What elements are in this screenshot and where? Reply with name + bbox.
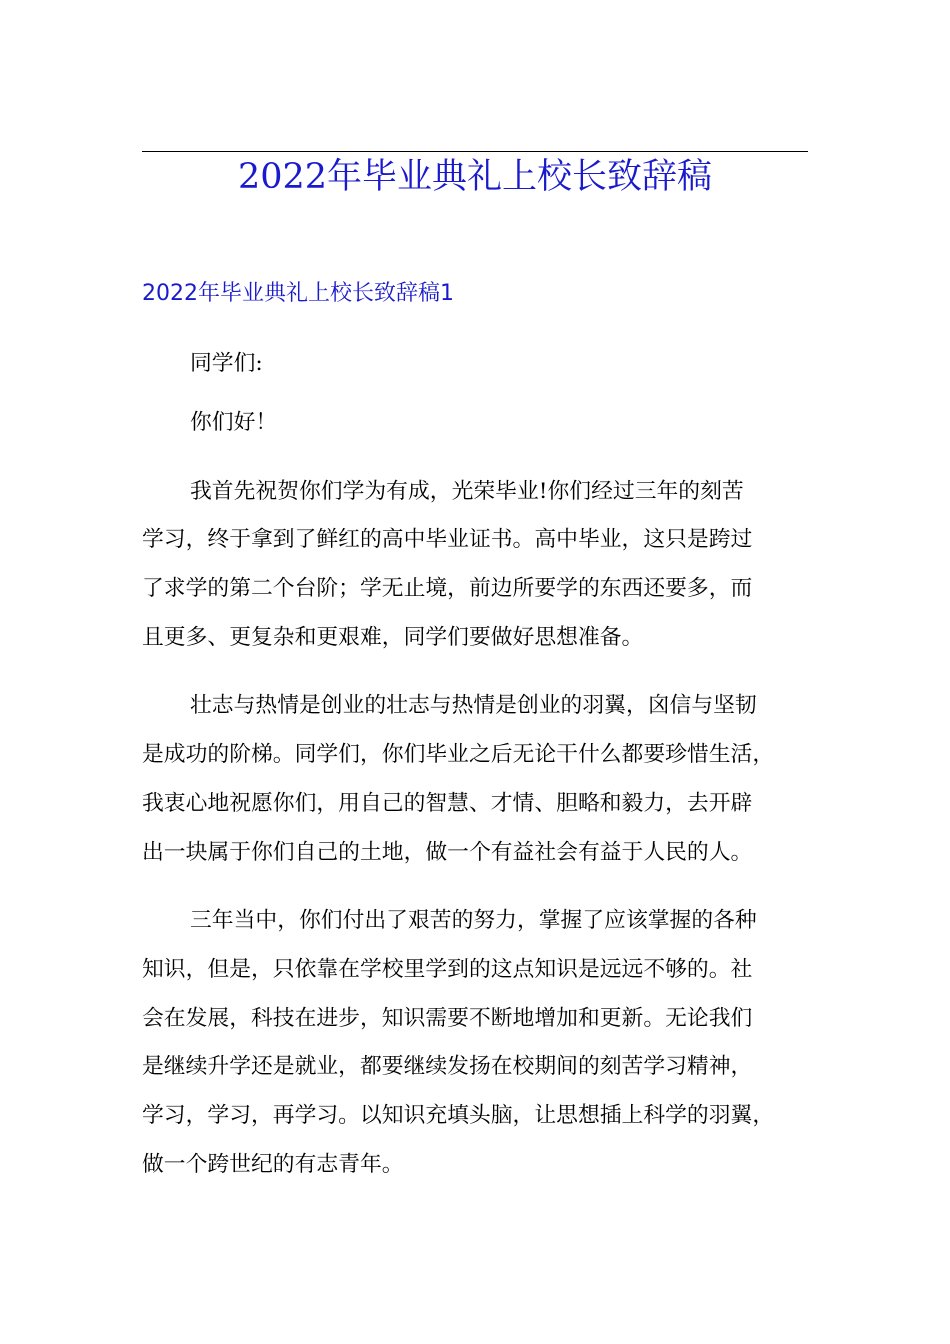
greeting-line: 同学们: (190, 351, 263, 376)
paragraph-line: 我首先祝贺你们学为有成，光荣毕业!你们经过三年的刻苦 (190, 479, 744, 504)
paragraph-line: 学习，学习，再学习。以知识充填头脑，让思想插上科学的羽翼， (142, 1103, 775, 1128)
paragraph-line: 知识，但是，只依靠在学校里学到的这点知识是远远不够的。社 (142, 957, 753, 982)
paragraph-line: 且更多、更复杂和更艰难，同学们要做好思想准备。 (142, 625, 644, 650)
hello-line: 你们好！ (190, 410, 278, 435)
paragraph-line: 三年当中，你们付出了艰苦的努力，掌握了应该掌握的各种 (190, 908, 757, 933)
paragraph-line: 学习，终于拿到了鲜红的高中毕业证书。高中毕业，这只是跨过 (142, 527, 753, 552)
paragraph-line: 出一块属于你们自己的土地，做一个有益社会有益于人民的人。 (142, 840, 753, 865)
document-title: 2022年毕业典礼上校长致辞稿 (237, 157, 713, 197)
section-heading: 2022年毕业典礼上校长致辞稿1 (142, 281, 454, 306)
paragraph-line: 是成功的阶梯。同学们，你们毕业之后无论干什么都要珍惜生活， (142, 742, 775, 767)
paragraph-line: 会在发展，科技在进步，知识需要不断地增加和更新。无论我们 (142, 1006, 753, 1031)
paragraph-line: 做一个跨世纪的有志青年。 (142, 1152, 404, 1177)
paragraph-line: 了求学的第二个台阶；学无止境，前边所要学的东西还要多，而 (142, 576, 753, 601)
paragraph-line: 我衷心地祝愿你们，用自己的智慧、才情、胆略和毅力，去开辟 (142, 791, 753, 816)
paragraph-line: 是继续升学还是就业，都要继续发扬在校期间的刻苦学习精神， (142, 1054, 753, 1079)
paragraph-line: 壮志与热情是创业的壮志与热情是创业的羽翼，囟信与坚韧 (190, 693, 757, 718)
